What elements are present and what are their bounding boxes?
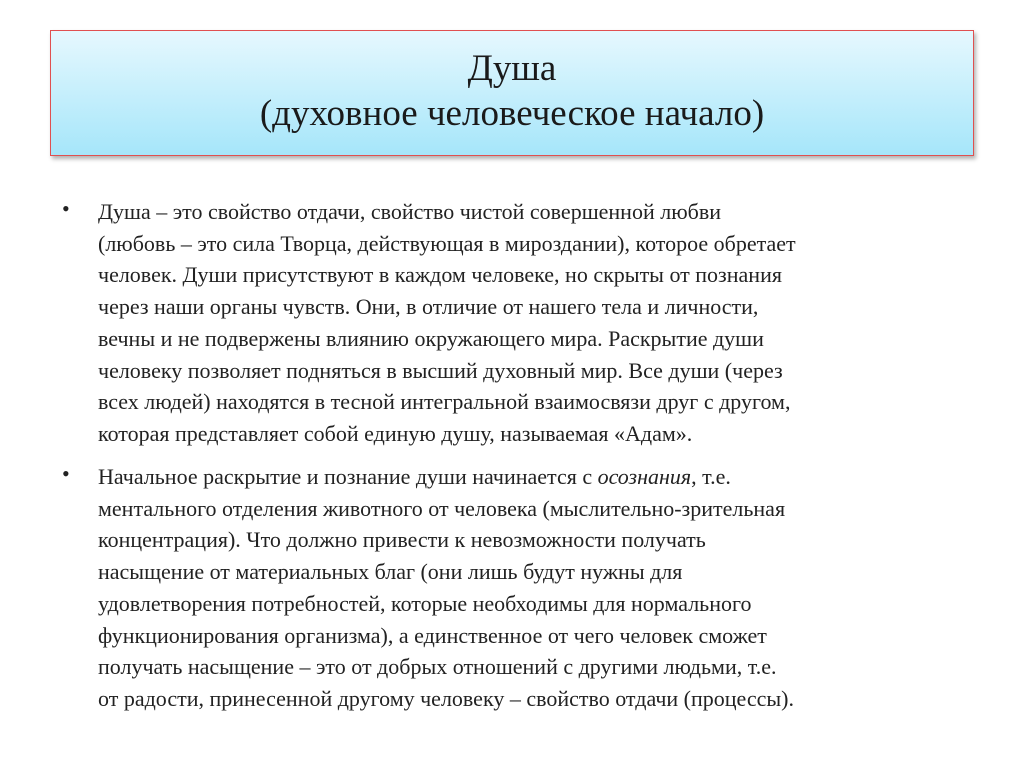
emphasis-text: осознания xyxy=(597,464,692,489)
bullet-marker: • xyxy=(62,196,70,221)
text-line: человек. Души присутствуют в каждом человеке, но скрыты от познания xyxy=(98,262,782,288)
text-line: вечны и не подвержены влиянию окружающего мира. Раскрытие души xyxy=(98,325,764,351)
text-line: получать насыщение – это от добрых отношений с другими людьми, т.е. xyxy=(98,654,777,680)
text-line xyxy=(98,461,794,493)
text-line: ментального отделения животного от человека (мыслительно-зрительная xyxy=(98,495,786,521)
text-line: которая представляет собой единую душу, называемая «Адам». xyxy=(98,420,693,446)
text-line: функционирования организма), а единственное от чего человек сможет xyxy=(98,622,767,648)
text-line: (любовь – это сила Творца, действующая в мироздании), которое обретает xyxy=(98,230,796,256)
text-segment: Начальное раскрытие и познание души начинается с xyxy=(98,464,598,489)
text-line: через наши органы чувств. Они, в отличие от нашего тела и личности, xyxy=(98,294,759,320)
text-line: Душа – это свойство отдачи, свойство чистой совершенной любви xyxy=(98,199,721,224)
text-segment: , т.е. xyxy=(691,464,731,489)
slide-title: Душа xyxy=(467,48,557,89)
text-line: человеку позволяет подняться в высший духовный мир. Все души (через xyxy=(98,357,783,383)
text-line: удовлетворения потребностей, которые необходимы для нормального xyxy=(98,590,752,616)
title-box xyxy=(50,30,974,156)
bullet-paragraph-1 xyxy=(98,196,796,450)
text-line: всех людей) находятся в тесной интегральной взаимосвязи друг с другом, xyxy=(98,389,791,415)
bullet-paragraph-2 xyxy=(98,461,794,715)
text-line: насыщение от материальных благ (они лишь будут нужны для xyxy=(98,559,683,585)
text-line: концентрация). Что должно привести к невозможности получать xyxy=(98,527,706,553)
slide-subtitle: (духовное человеческое начало) xyxy=(259,93,765,134)
text-line: от радости, принесенной другому человеку – свойство отдачи (процессы). xyxy=(98,685,794,711)
bullet-marker: • xyxy=(62,461,70,486)
